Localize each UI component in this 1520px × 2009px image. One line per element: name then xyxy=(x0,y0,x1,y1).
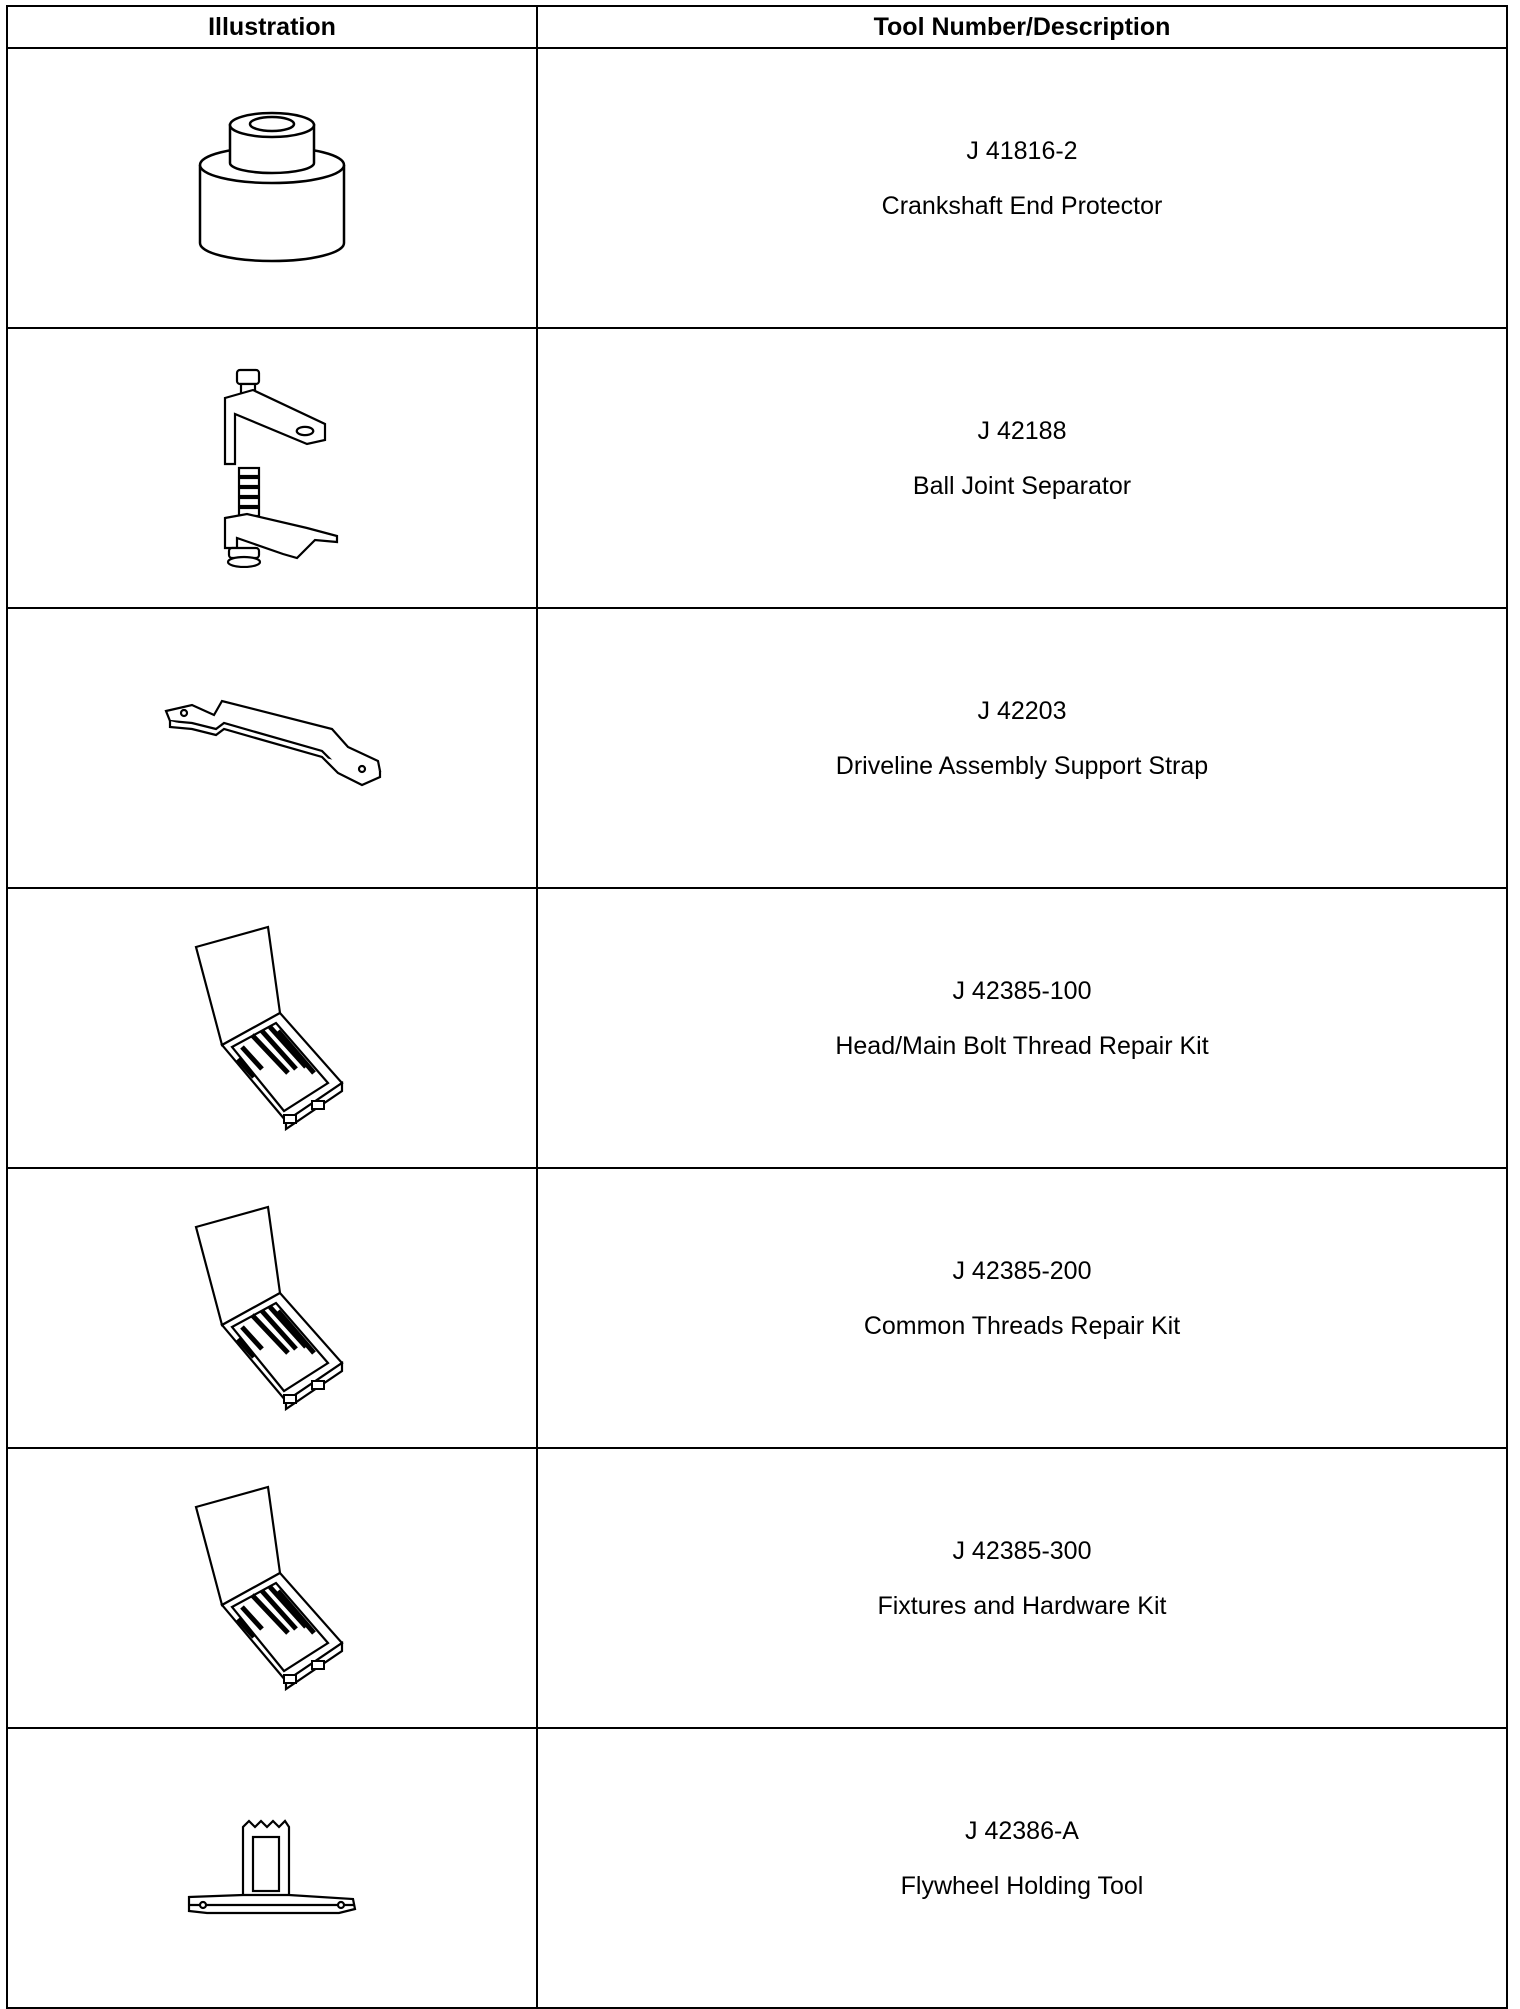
tool-number: J 42385-100 xyxy=(952,976,1092,1005)
tool-number: J 42203 xyxy=(977,696,1067,725)
table-row xyxy=(7,1168,1507,1448)
table-header-row xyxy=(7,6,1507,48)
description-cell xyxy=(537,888,1507,1168)
flywheel-holding-tool-icon xyxy=(187,1813,357,1923)
table-row xyxy=(7,1448,1507,1728)
tool-description: Common Threads Repair Kit xyxy=(863,1311,1181,1340)
tool-description: Driveline Assembly Support Strap xyxy=(835,751,1209,780)
table-row xyxy=(7,328,1507,608)
tool-description: Flywheel Holding Tool xyxy=(900,1871,1144,1900)
tool-description: Ball Joint Separator xyxy=(912,471,1132,500)
thread-repair-kit-icon xyxy=(192,1483,352,1693)
illustration-cell xyxy=(7,1728,537,2008)
header-illustration: Illustration xyxy=(7,6,537,48)
description-cell xyxy=(537,1728,1507,2008)
description-cell xyxy=(537,1168,1507,1448)
tool-number: J 42188 xyxy=(977,416,1067,445)
tool-number: J 42385-300 xyxy=(952,1536,1092,1565)
tool-description: Head/Main Bolt Thread Repair Kit xyxy=(835,1031,1209,1060)
ball-joint-separator-icon xyxy=(197,368,347,568)
description-cell xyxy=(537,1448,1507,1728)
illustration-cell xyxy=(7,328,537,608)
table-row xyxy=(7,48,1507,328)
tool-description: Crankshaft End Protector xyxy=(881,191,1163,220)
table-row xyxy=(7,608,1507,888)
description-cell xyxy=(537,328,1507,608)
illustration-cell xyxy=(7,888,537,1168)
description-cell xyxy=(537,48,1507,328)
illustration-cell xyxy=(7,1168,537,1448)
tool-description: Fixtures and Hardware Kit xyxy=(877,1591,1167,1620)
tool-number: J 42386-A xyxy=(965,1816,1079,1845)
thread-repair-kit-icon xyxy=(192,923,352,1133)
thread-repair-kit-icon xyxy=(192,1203,352,1413)
illustration-cell xyxy=(7,48,537,328)
table-row xyxy=(7,888,1507,1168)
illustration-cell xyxy=(7,1448,537,1728)
special-tools-table xyxy=(6,5,1508,2009)
illustration-cell xyxy=(7,608,537,888)
tool-number: J 42385-200 xyxy=(952,1256,1092,1285)
header-tool-number-description: Tool Number/Description xyxy=(537,6,1507,48)
description-cell xyxy=(537,608,1507,888)
tool-number: J 41816-2 xyxy=(966,136,1078,165)
crankshaft-end-protector-icon xyxy=(192,103,352,273)
support-strap-icon xyxy=(162,693,382,803)
table-row xyxy=(7,1728,1507,2008)
